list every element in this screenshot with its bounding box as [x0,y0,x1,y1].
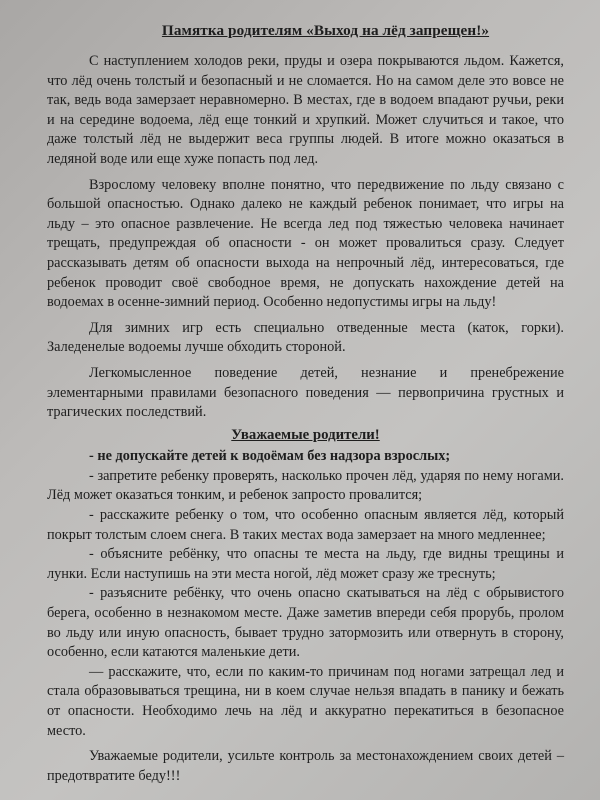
closing-paragraph: Уважаемые родители, усильте контроль за местонахождением своих детей – предотвратите беду!!! [47,748,564,784]
rule-item: - запретите ребенку проверять, насколько прочен лёд, ударяя по нему ногами. Лёд может оказаться тонким, и ребенок запросто провалится; [47,467,564,504]
consequences-paragraph: Легкомысленное поведение детей, незнание и пренебрежение элементарными правилами безопасного поведения — первопричина грустных и трагических последствий. [47,364,564,421]
danger-paragraph: Взрослому человеку вполне понятно, что передвижение по льду связано с большой опасностью. Однако далеко не каждый ребенок понимает, что игры на льду – это опасное развлечение. Не всегда лед под тяжестью человека начинает трещать, предупреждая об опасности - он может провалиться сразу. Следует рассказывать детям об опасности выхода на непрочный лёд, интересоваться, где ребенок проводит своё свободное время, не допускать нахождение детей на водоемах в осенне-зимний период. Особенно недопустимы игры на льду! [47,176,564,311]
rule-item: - не допускайте детей к водоёмам без надзора взрослых; [89,448,451,465]
rule-item: — расскажите, что, если по каким-то причинам под ногами затрещал лед и стала образовываться трещина, ни в коем случае нельзя впадать в панику и бежать от опасности. Необходимо лечь на лёд и аккуратно перекатиться в безопасное место. [47,663,564,739]
document-title: Памятка родителям «Выход на лёд запрещен!» [161,22,490,39]
intro-paragraph: С наступлением холодов реки, пруды и озера покрываются льдом. Кажется, что лёд очень толстый и безопасный и не сломается. Но на самом деле это вовсе не так, ведь вода замерзает неравномерно. В местах, где в водоем впадают ручьи, реки и на середине водоема, лёд еще тонкий и хрупкий. Может случиться и такое, что даже толстый лёд не выдержит веса группы людей. В итоге можно оказаться в ледяной воде или еще хуже попасть под лед. [47,53,564,167]
rule-item: - разъясните ребёнку, что очень опасно скатываться на лёд с обрывистого берега, особенно в незнакомом месте. Даже заметив впереди себя прорубь, пролом во льду или иную опасность, бывает трудно затормозить или отвернуть в сторону, особенно, если катаются маленькие дети. [47,585,564,661]
rule-item: - объясните ребёнку, что опасны те места на льду, где видны трещины и лунки. Если наступишь на эти места ногой, лёд может сразу же треснуть; [47,546,564,582]
winter-games-paragraph: Для зимних игр есть специально отведенные места (каток, горки). Заледенелые водоемы лучше обходить стороной. [47,319,564,356]
rule-item: - расскажите ребенку о том, что особенно опасным является лёд, который покрыт толстым слоем снега. В таких местах вода замерзает на много медленнее; [47,507,564,543]
section-subtitle: Уважаемые родители! [231,426,380,443]
